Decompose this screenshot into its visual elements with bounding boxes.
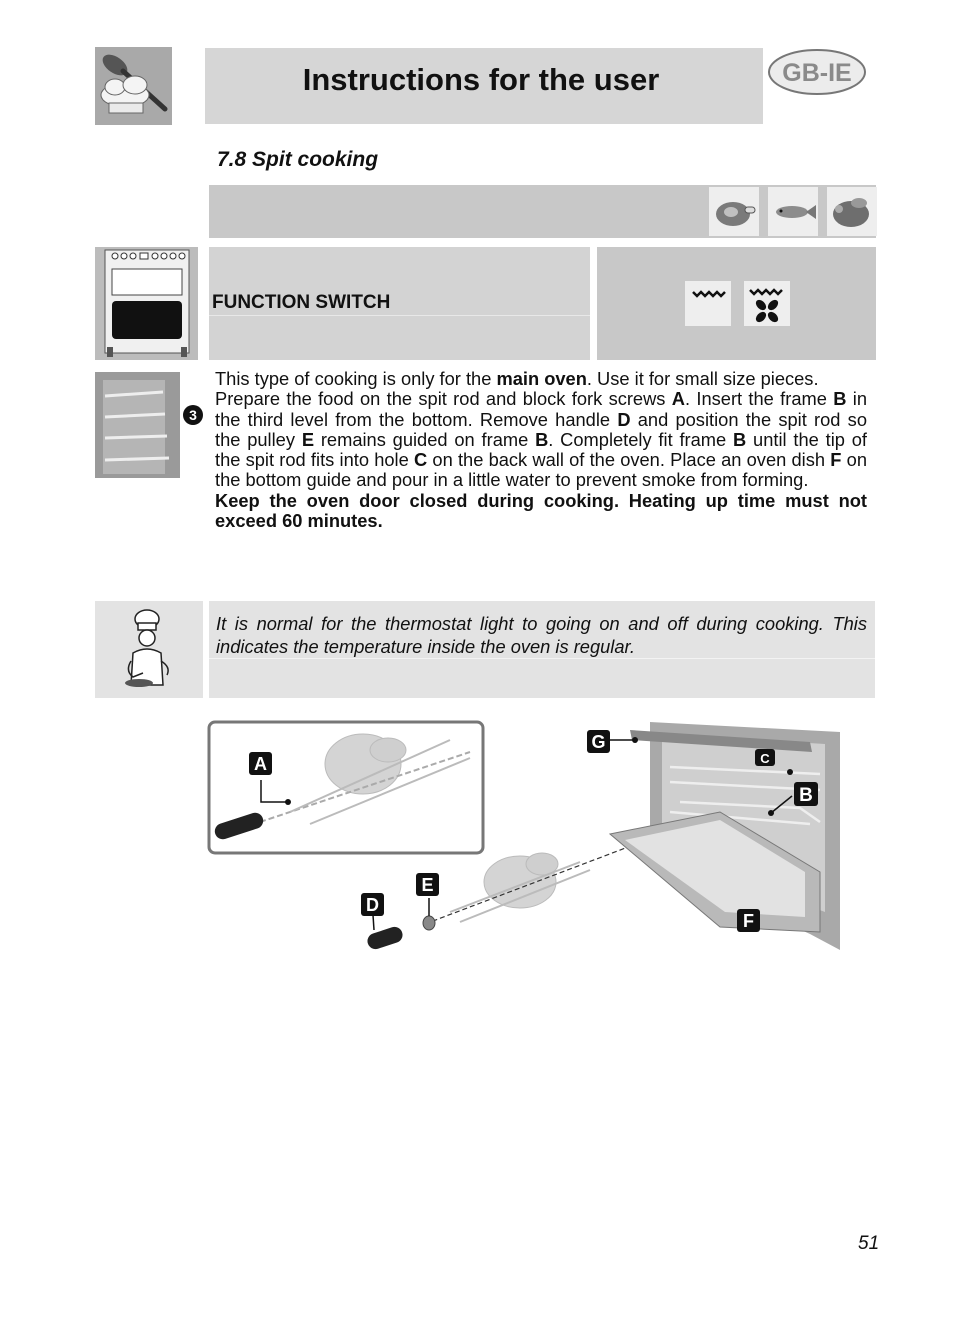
function-switch-label: FUNCTION SWITCH xyxy=(212,292,391,313)
bold-reference: B xyxy=(535,428,549,450)
text-run: . Completely fit frame xyxy=(548,428,734,450)
text-run: in the third level from the bottom. Remove handle xyxy=(215,388,867,430)
instruction-paragraph-1 xyxy=(215,369,867,389)
logo xyxy=(95,47,172,125)
label-a xyxy=(249,752,272,775)
note-text: It is normal for the thermostat light to going on and off during cooking. This indicates the temperature inside the oven is regular. xyxy=(216,613,867,657)
bold-reference: B xyxy=(833,388,847,410)
cooker-icon xyxy=(95,247,198,360)
spoon-chef-hat-icon xyxy=(95,47,172,125)
grill-fan-icon xyxy=(744,281,790,326)
language-badge xyxy=(767,48,867,96)
bold-reference: A xyxy=(671,388,685,410)
text-run: . Use it for small size pieces. xyxy=(586,368,819,389)
label-f xyxy=(737,909,760,932)
label-b xyxy=(794,782,818,806)
label-e xyxy=(416,873,439,896)
svg-text:B: B xyxy=(799,785,813,806)
bold-reference: C xyxy=(413,449,428,471)
spit-assembly-illustration xyxy=(200,712,850,962)
section-title: 7.8 Spit cooking xyxy=(217,148,379,171)
label-c xyxy=(755,749,775,766)
top-heating-element-icon xyxy=(685,281,731,326)
bold-reference: D xyxy=(617,408,631,430)
warning-text: Keep the oven door closed during cooking. Heating up time must not exceed 60 minutes. xyxy=(215,489,867,532)
svg-text:F: F xyxy=(743,911,754,931)
instruction-paragraph-2 xyxy=(215,389,867,490)
text-run: on the back wall of the oven. Place an oven dish xyxy=(427,449,831,471)
function-symbols-panel xyxy=(597,247,876,360)
divider xyxy=(209,315,590,316)
fish-icon xyxy=(768,187,818,236)
poultry-icon xyxy=(827,187,877,236)
badge-text: GB-IE xyxy=(782,59,852,87)
bold-reference: E xyxy=(301,428,315,450)
divider xyxy=(209,658,875,659)
text-run: This type of cooking is only for the xyxy=(215,368,497,389)
rack-level-number: 3 xyxy=(189,407,197,423)
svg-text:C: C xyxy=(760,751,770,766)
svg-text:G: G xyxy=(591,732,606,752)
svg-text:E: E xyxy=(421,875,434,895)
meat-icon xyxy=(709,187,759,236)
text-run: . Insert the frame xyxy=(684,388,834,410)
bold-reference: B xyxy=(733,428,747,450)
page-number: 51 xyxy=(858,1233,880,1254)
text-run: Prepare the food on the spit rod and block fork screws xyxy=(215,388,672,410)
text-run: remains guided on frame xyxy=(314,428,536,450)
page-title: Instructions for the user xyxy=(302,62,660,97)
label-g xyxy=(587,730,610,753)
note-icon-panel xyxy=(95,601,203,698)
oven-rack-icon xyxy=(95,372,180,478)
rack-level-marker xyxy=(183,405,203,425)
text-run: on the bottom guide and pour in a little water to prevent smoke from forming. xyxy=(215,449,867,491)
bold-reference: main oven xyxy=(496,368,587,389)
text-run: until the tip of the spit rod fits into hole xyxy=(215,428,867,471)
instructions-text xyxy=(215,369,867,531)
svg-text:A: A xyxy=(254,754,267,774)
chef-icon xyxy=(95,601,203,698)
svg-text:D: D xyxy=(366,895,379,915)
text-run: and position the spit rod so the pulley xyxy=(215,408,867,450)
bold-reference: F xyxy=(830,449,842,471)
label-d xyxy=(361,893,384,916)
